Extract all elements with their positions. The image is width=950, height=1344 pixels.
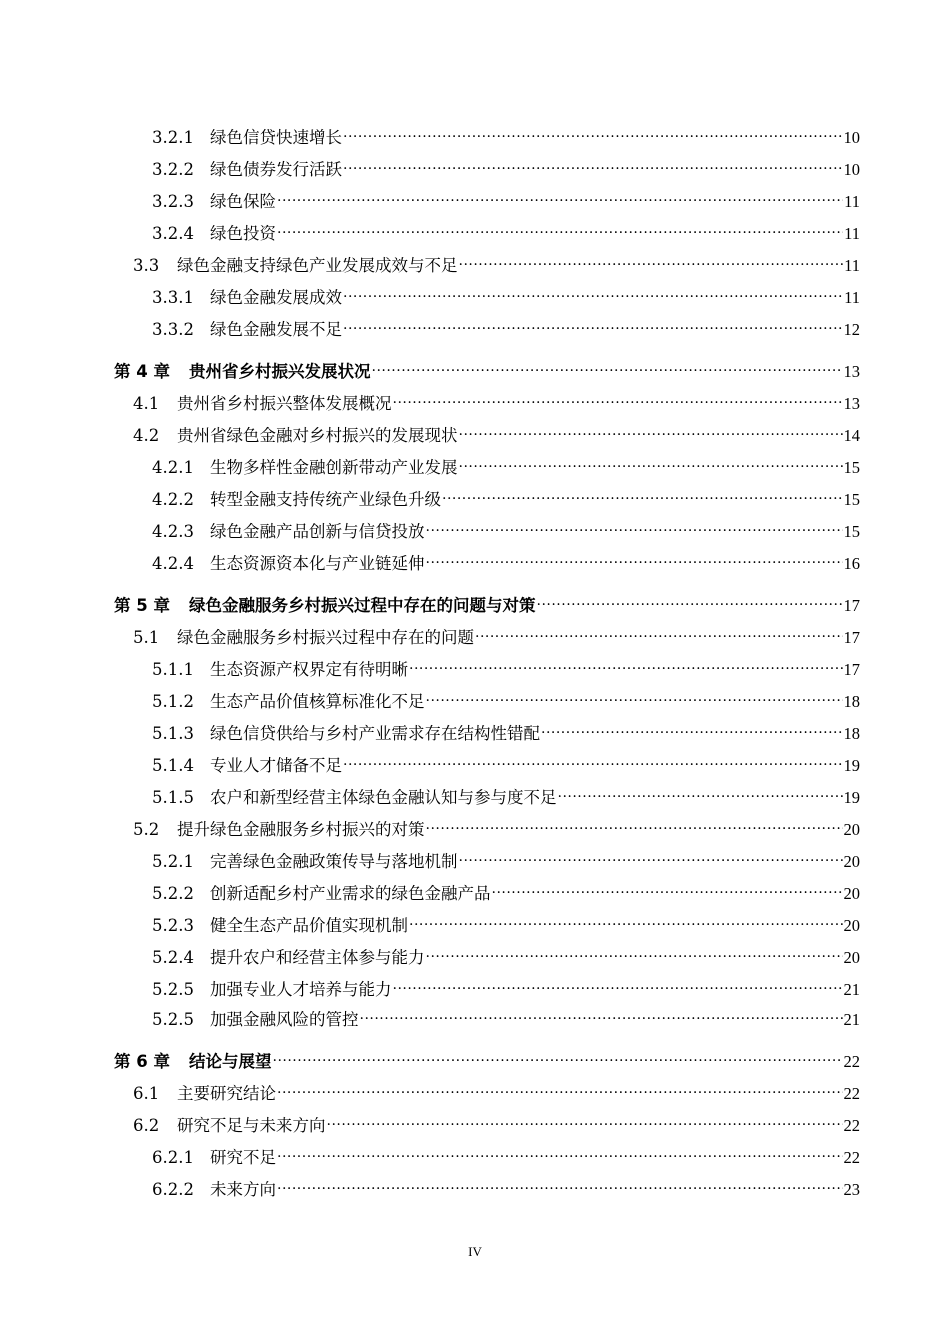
toc-entry-number: 3.3 xyxy=(133,256,160,275)
toc-entry-title: 绿色债券发行活跃 xyxy=(210,160,342,179)
toc-entry[interactable] xyxy=(133,1077,860,1105)
toc-entry-title: 绿色金融产品创新与信贷投放 xyxy=(210,522,425,541)
toc-entry-title: 贵州省绿色金融对乡村振兴的发展现状 xyxy=(177,426,458,445)
toc-entry-title: 农户和新型经营主体绿色金融认知与参与度不足 xyxy=(210,788,557,807)
toc-dot-leader xyxy=(426,547,843,569)
toc-entry-title: 创新适配乡村产业需求的绿色金融产品 xyxy=(210,884,491,903)
toc-dot-leader xyxy=(459,845,843,867)
toc-entry-number: 5.2.5 xyxy=(152,980,194,999)
toc-entry-title: 加强专业人才培养与能力 xyxy=(210,980,392,999)
toc-entry[interactable] xyxy=(152,313,860,341)
toc-entry-page: 14 xyxy=(843,426,860,445)
toc-entry-number: 5.2.3 xyxy=(152,916,194,935)
toc-entry-number: 5.1.4 xyxy=(152,756,194,775)
page-number: IV xyxy=(468,1244,482,1259)
toc-entry[interactable] xyxy=(152,973,860,1001)
toc-entry[interactable] xyxy=(152,845,860,873)
toc-entry-number: 5.2.2 xyxy=(152,884,194,903)
toc-dot-leader xyxy=(426,941,843,963)
toc-dot-leader xyxy=(277,1141,843,1163)
toc-entry-title: 主要研究结论 xyxy=(177,1084,276,1103)
toc-entry-page: 15 xyxy=(843,490,860,509)
toc-entry-number: 4.2.1 xyxy=(152,458,194,477)
toc-entry-page: 16 xyxy=(843,554,860,573)
toc-entry-number: 3.2.2 xyxy=(152,160,194,179)
toc-entry[interactable] xyxy=(133,249,860,277)
toc-entry-page: 23 xyxy=(843,1180,860,1199)
toc-dot-leader xyxy=(409,909,843,931)
toc-entry-title: 加强金融风险的管控 xyxy=(210,1010,359,1029)
toc-entry[interactable] xyxy=(114,589,860,617)
toc-dot-leader xyxy=(277,185,843,207)
toc-dot-leader xyxy=(492,877,843,899)
toc-entry-page: 15 xyxy=(843,458,860,477)
toc-entry-title: 绿色保险 xyxy=(210,192,276,211)
toc-entry-page: 11 xyxy=(844,192,860,211)
toc-dot-leader xyxy=(426,515,843,537)
toc-dot-leader xyxy=(459,419,843,441)
toc-entry-page: 10 xyxy=(843,160,860,179)
toc-entry-number: 6.2.1 xyxy=(152,1148,194,1167)
toc-dot-leader xyxy=(343,313,843,335)
toc-entry-number: 5.1.3 xyxy=(152,724,194,743)
toc-entry[interactable] xyxy=(152,515,860,543)
toc-entry-number: 4.1 xyxy=(133,394,160,413)
toc-dot-leader xyxy=(537,589,843,611)
toc-entry-title: 未来方向 xyxy=(210,1180,276,1199)
toc-dot-leader xyxy=(360,1003,843,1025)
toc-entry-number: 5.1.2 xyxy=(152,692,194,711)
toc-entry[interactable] xyxy=(133,1109,860,1137)
toc-entry-page: 13 xyxy=(843,362,860,381)
toc-dot-leader xyxy=(541,717,843,739)
toc-entry-title: 绿色金融发展成效 xyxy=(210,288,342,307)
toc-entry[interactable] xyxy=(152,451,860,479)
toc-entry-page: 21 xyxy=(843,980,860,999)
toc-entry-title: 绿色金融服务乡村振兴过程中存在的问题 xyxy=(177,628,474,647)
toc-dot-leader xyxy=(277,1173,843,1195)
toc-entry-page: 15 xyxy=(843,522,860,541)
toc-entry-title: 完善绿色金融政策传导与落地机制 xyxy=(210,852,458,871)
toc-entry-number: 5.1.1 xyxy=(152,660,194,679)
toc-entry-page: 11 xyxy=(844,224,860,243)
toc-dot-leader xyxy=(343,121,843,143)
toc-entry-number: 4.2.4 xyxy=(152,554,194,573)
toc-entry-title: 健全生态产品价值实现机制 xyxy=(210,916,408,935)
toc-entry-page: 11 xyxy=(844,288,860,307)
toc-dot-leader xyxy=(277,1077,843,1099)
toc-entry[interactable] xyxy=(133,813,860,841)
toc-entry-number: 4.2.2 xyxy=(152,490,194,509)
toc-entry[interactable] xyxy=(152,185,860,213)
toc-entry-number: 第 4 章 xyxy=(114,362,170,381)
toc-entry-number: 5.2.1 xyxy=(152,852,194,871)
toc-dot-leader xyxy=(277,217,843,239)
toc-entry-page: 22 xyxy=(843,1084,860,1103)
toc-entry-number: 6.2.2 xyxy=(152,1180,194,1199)
toc-entry-page: 18 xyxy=(843,724,860,743)
toc-entry[interactable] xyxy=(152,941,860,969)
toc-entry-page: 17 xyxy=(843,628,860,647)
toc-dot-leader xyxy=(393,387,843,409)
toc-entry[interactable] xyxy=(152,483,860,511)
toc-dot-leader xyxy=(459,249,844,271)
toc-entry-number: 第 6 章 xyxy=(114,1052,170,1071)
toc-dot-leader xyxy=(393,973,843,995)
toc-dot-leader xyxy=(273,1045,843,1067)
toc-entry-number: 5.1 xyxy=(133,628,160,647)
toc-entry-title: 专业人才储备不足 xyxy=(210,756,342,775)
toc-entry-number: 6.2 xyxy=(133,1116,160,1135)
toc-entry-page: 10 xyxy=(843,128,860,147)
toc-dot-leader xyxy=(327,1109,843,1131)
toc-dot-leader xyxy=(558,781,843,803)
toc-entry-page: 11 xyxy=(844,256,860,275)
toc-entry[interactable] xyxy=(152,877,860,905)
toc-entry-number: 3.2.1 xyxy=(152,128,194,147)
toc-entry-title: 研究不足 xyxy=(210,1148,276,1167)
toc-entry-number: 5.1.5 xyxy=(152,788,194,807)
toc-dot-leader xyxy=(409,653,843,675)
toc-entry-title: 研究不足与未来方向 xyxy=(177,1116,326,1135)
toc-entry-title: 绿色金融服务乡村振兴过程中存在的问题与对策 xyxy=(189,596,536,615)
toc-dot-leader xyxy=(343,749,843,771)
toc-entry-page: 19 xyxy=(843,788,860,807)
toc-entry-number: 5.2.4 xyxy=(152,948,194,967)
toc-entry-page: 22 xyxy=(843,1148,860,1167)
toc-entry-number: 4.2 xyxy=(133,426,160,445)
toc-entry-page: 17 xyxy=(843,596,860,615)
toc-entry-title: 提升农户和经营主体参与能力 xyxy=(210,948,425,967)
toc-dot-leader xyxy=(343,153,843,175)
toc-entry[interactable] xyxy=(152,281,860,309)
toc-entry-page: 20 xyxy=(843,820,860,839)
toc-entry-page: 13 xyxy=(843,394,860,413)
toc-entry[interactable] xyxy=(152,685,860,713)
toc-entry[interactable] xyxy=(152,547,860,575)
toc-entry-page: 20 xyxy=(843,916,860,935)
toc-entry-title: 生态产品价值核算标准化不足 xyxy=(210,692,425,711)
toc-entry[interactable] xyxy=(152,781,860,809)
toc-entry-title: 贵州省乡村振兴整体发展概况 xyxy=(177,394,392,413)
toc-entry-page: 20 xyxy=(843,948,860,967)
toc-entry-page: 12 xyxy=(843,320,860,339)
toc-entry-page: 22 xyxy=(843,1052,860,1071)
toc-entry-title: 提升绿色金融服务乡村振兴的对策 xyxy=(177,820,425,839)
toc-entry-number: 第 5 章 xyxy=(114,596,170,615)
toc-entry[interactable] xyxy=(152,909,860,937)
toc-entry[interactable] xyxy=(152,1003,860,1031)
toc-dot-leader xyxy=(372,355,843,377)
toc-entry[interactable] xyxy=(152,121,860,149)
toc-entry[interactable] xyxy=(152,153,860,181)
toc-entry[interactable] xyxy=(133,419,860,447)
toc-entry-number: 3.3.2 xyxy=(152,320,194,339)
toc-entry-title: 结论与展望 xyxy=(189,1052,272,1071)
toc-entry-page: 18 xyxy=(843,692,860,711)
toc-entry-title: 绿色信贷供给与乡村产业需求存在结构性错配 xyxy=(210,724,540,743)
toc-entry-title: 生态资源资本化与产业链延伸 xyxy=(210,554,425,573)
toc-entry-title: 贵州省乡村振兴发展状况 xyxy=(189,362,371,381)
toc-entry-page: 20 xyxy=(843,884,860,903)
toc-dot-leader xyxy=(343,281,843,303)
toc-entry[interactable] xyxy=(152,749,860,777)
toc-entry-page: 19 xyxy=(843,756,860,775)
toc-entry-number: 5.2.5 xyxy=(152,1010,194,1029)
toc-entry-title: 绿色金融支持绿色产业发展成效与不足 xyxy=(177,256,458,275)
toc-entry[interactable] xyxy=(152,1141,860,1169)
toc-entry-title: 绿色信贷快速增长 xyxy=(210,128,342,147)
toc-dot-leader xyxy=(475,621,843,643)
toc-dot-leader xyxy=(426,685,843,707)
toc-entry[interactable] xyxy=(114,355,860,383)
toc-entry-number: 6.1 xyxy=(133,1084,160,1103)
toc-dot-leader xyxy=(426,813,843,835)
toc-entry-page: 22 xyxy=(843,1116,860,1135)
toc-entry-page: 20 xyxy=(843,852,860,871)
toc-entry[interactable] xyxy=(152,717,860,745)
toc-entry[interactable] xyxy=(133,621,860,649)
toc-entry-title: 转型金融支持传统产业绿色升级 xyxy=(210,490,441,509)
toc-entry-title: 生态资源产权界定有待明晰 xyxy=(210,660,408,679)
toc-entry-number: 3.2.4 xyxy=(152,224,194,243)
toc-dot-leader xyxy=(459,451,843,473)
toc-entry[interactable] xyxy=(152,217,860,245)
toc-entry-number: 4.2.3 xyxy=(152,522,194,541)
toc-entry-number: 3.2.3 xyxy=(152,192,194,211)
toc-dot-leader xyxy=(442,483,843,505)
toc-entry[interactable] xyxy=(114,1045,860,1073)
toc-entry[interactable] xyxy=(152,653,860,681)
toc-entry-title: 绿色投资 xyxy=(210,224,276,243)
toc-entry-title: 绿色金融发展不足 xyxy=(210,320,342,339)
toc-entry[interactable] xyxy=(133,387,860,415)
toc-entry-page: 21 xyxy=(843,1010,860,1029)
toc-entry-page: 17 xyxy=(843,660,860,679)
toc-entry-number: 5.2 xyxy=(133,820,160,839)
toc-entry-number: 3.3.1 xyxy=(152,288,194,307)
toc-entry[interactable] xyxy=(152,1173,860,1201)
toc-entry-title: 生物多样性金融创新带动产业发展 xyxy=(210,458,458,477)
